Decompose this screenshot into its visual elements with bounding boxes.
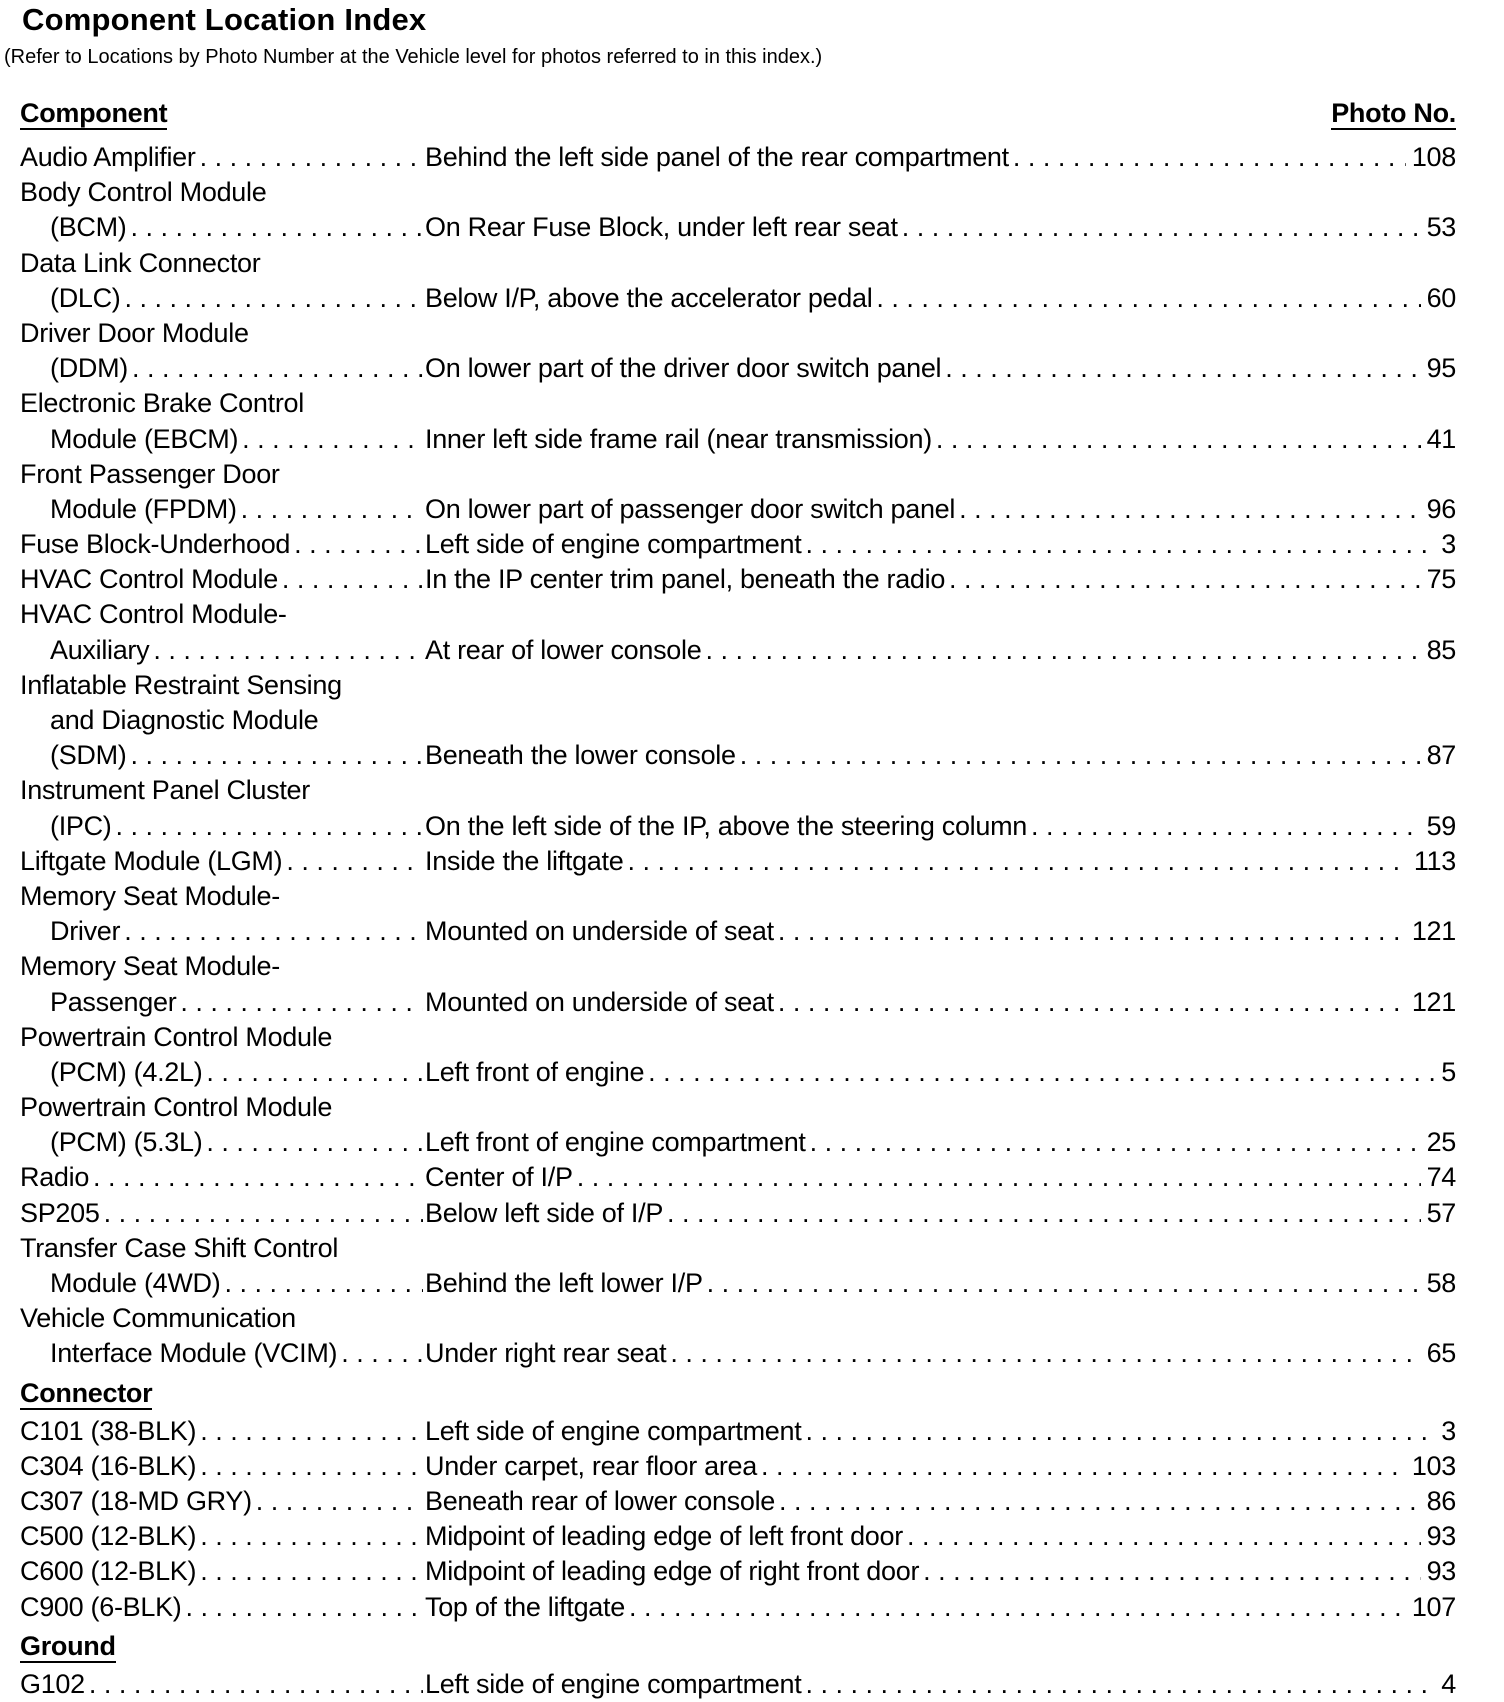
location-text: Under right rear seat bbox=[425, 1338, 667, 1369]
component-name: C900 (6-BLK) bbox=[20, 1591, 182, 1622]
location-cell bbox=[423, 1055, 1456, 1090]
dot-leader bbox=[89, 1160, 423, 1195]
component-cell bbox=[20, 1125, 423, 1160]
photo-number: 41 bbox=[1426, 423, 1456, 454]
location-text: Midpoint of leading edge of right front door bbox=[425, 1556, 920, 1587]
section-heading bbox=[20, 1631, 1456, 1667]
location-cell bbox=[423, 1414, 1456, 1449]
index-row bbox=[20, 562, 1456, 597]
location-text: Inside the liftgate bbox=[425, 845, 624, 876]
index-entry bbox=[20, 1667, 1456, 1702]
component-name-line: Memory Seat Module- bbox=[20, 951, 280, 982]
location-text: Left side of engine compartment bbox=[425, 1668, 802, 1699]
location-cell bbox=[423, 1336, 1456, 1371]
location-text: Beneath the lower console bbox=[425, 740, 736, 771]
dot-leader bbox=[703, 1266, 1421, 1301]
dot-leader bbox=[120, 914, 423, 949]
photo-number: 103 bbox=[1411, 1450, 1456, 1481]
component-cell bbox=[20, 562, 423, 597]
location-text: Center of I/P bbox=[425, 1162, 573, 1193]
component-name: Module (4WD) bbox=[50, 1268, 221, 1298]
photo-number: 65 bbox=[1426, 1338, 1456, 1369]
photo-number: 4 bbox=[1441, 1668, 1456, 1699]
index-entry bbox=[20, 844, 1456, 879]
index-row bbox=[20, 633, 1456, 668]
photo-number: 121 bbox=[1411, 986, 1456, 1017]
dot-leader bbox=[100, 1196, 423, 1231]
component-name: (DDM) bbox=[50, 353, 128, 384]
index-entry bbox=[20, 1231, 1456, 1301]
photo-number: 107 bbox=[1411, 1591, 1456, 1622]
dot-leader bbox=[757, 1449, 1406, 1484]
location-cell bbox=[423, 1196, 1456, 1231]
index-entry bbox=[20, 773, 1456, 843]
component-name-line: Transfer Case Shift Control bbox=[20, 1232, 339, 1263]
index-entry bbox=[20, 597, 1456, 667]
photo-number: 5 bbox=[1441, 1056, 1456, 1087]
dot-leader bbox=[1009, 140, 1406, 175]
dot-leader bbox=[801, 1667, 1435, 1702]
dot-leader bbox=[121, 281, 424, 316]
location-cell bbox=[423, 527, 1456, 562]
dot-leader bbox=[149, 633, 423, 668]
index-entry bbox=[20, 386, 1456, 456]
location-text: Beneath rear of lower console bbox=[425, 1485, 776, 1516]
dot-leader bbox=[945, 562, 1421, 597]
dot-leader bbox=[806, 1125, 1421, 1160]
location-cell bbox=[423, 809, 1456, 844]
component-cell bbox=[20, 140, 423, 175]
location-cell bbox=[423, 281, 1456, 316]
photo-number: 95 bbox=[1426, 353, 1456, 384]
dot-leader bbox=[932, 422, 1421, 457]
component-name: Interface Module (VCIM) bbox=[50, 1338, 338, 1369]
dot-leader bbox=[644, 1055, 1435, 1090]
dot-leader bbox=[126, 210, 423, 245]
dot-leader bbox=[774, 914, 1406, 949]
component-cell bbox=[20, 985, 423, 1020]
index-row bbox=[20, 1667, 1456, 1702]
component-cell bbox=[20, 1160, 423, 1195]
location-cell bbox=[423, 1590, 1456, 1625]
photo-number: 87 bbox=[1426, 740, 1456, 771]
photo-number: 93 bbox=[1426, 1521, 1456, 1552]
location-cell bbox=[423, 1125, 1456, 1160]
photo-number: 93 bbox=[1426, 1556, 1456, 1587]
photo-number: 108 bbox=[1411, 142, 1456, 172]
component-name: Module (EBCM) bbox=[50, 423, 239, 454]
component-name-line: Powertrain Control Module bbox=[20, 1092, 333, 1123]
component-name: C101 (38-BLK) bbox=[20, 1415, 197, 1446]
location-cell bbox=[423, 1484, 1456, 1519]
section-heading bbox=[20, 1378, 1456, 1414]
dot-leader bbox=[196, 140, 423, 175]
component-location-index bbox=[20, 94, 1456, 1702]
dot-leader bbox=[290, 527, 423, 562]
dot-leader bbox=[898, 210, 1421, 245]
index-row bbox=[20, 1336, 1456, 1371]
component-name: (SDM) bbox=[50, 740, 127, 771]
location-cell bbox=[423, 1519, 1456, 1554]
component-cell bbox=[20, 1667, 423, 1702]
component-cell bbox=[20, 1196, 423, 1231]
photo-number: 121 bbox=[1411, 916, 1456, 947]
photo-number: 58 bbox=[1426, 1268, 1456, 1298]
dot-leader bbox=[774, 985, 1406, 1020]
component-name: (DLC) bbox=[50, 282, 121, 313]
photo-number: 74 bbox=[1426, 1162, 1456, 1193]
dot-leader bbox=[237, 492, 423, 527]
component-name: Radio bbox=[20, 1162, 90, 1193]
index-entry bbox=[20, 1590, 1456, 1625]
photo-number: 85 bbox=[1426, 634, 1456, 665]
index-row bbox=[20, 1519, 1456, 1554]
component-name-line: and Diagnostic Module bbox=[50, 705, 319, 735]
component-cell bbox=[20, 633, 423, 668]
location-cell bbox=[423, 1160, 1456, 1195]
section-heading-label: Connector bbox=[20, 1377, 153, 1408]
component-cell bbox=[20, 422, 423, 457]
component-cell bbox=[20, 844, 423, 879]
index-row bbox=[20, 1160, 1456, 1195]
location-cell bbox=[423, 985, 1456, 1020]
photo-number: 113 bbox=[1413, 845, 1456, 876]
component-name: Driver bbox=[50, 916, 121, 947]
dot-leader bbox=[903, 1519, 1421, 1554]
dot-leader bbox=[573, 1160, 1421, 1195]
component-name: (PCM) (4.2L) bbox=[50, 1056, 203, 1087]
component-name-line: Electronic Brake Control bbox=[20, 388, 304, 419]
dot-leader bbox=[623, 844, 1407, 879]
photo-number: 86 bbox=[1426, 1485, 1456, 1516]
component-name: (PCM) (5.3L) bbox=[50, 1127, 203, 1158]
component-name: C500 (12-BLK) bbox=[20, 1521, 197, 1552]
location-text: Left front of engine compartment bbox=[425, 1127, 806, 1158]
component-cell bbox=[20, 210, 423, 245]
photo-number: 57 bbox=[1426, 1197, 1456, 1228]
location-cell bbox=[423, 562, 1456, 597]
photo-number: 3 bbox=[1441, 529, 1456, 560]
component-name: Module (FPDM) bbox=[50, 493, 237, 524]
index-row bbox=[20, 351, 1456, 386]
dot-leader bbox=[202, 1125, 423, 1160]
component-cell bbox=[20, 351, 423, 386]
location-text: On lower part of the driver door switch panel bbox=[425, 353, 942, 384]
location-text: On lower part of passenger door switch panel bbox=[425, 493, 956, 524]
dot-leader bbox=[955, 492, 1420, 527]
location-cell bbox=[423, 914, 1456, 949]
dot-leader bbox=[196, 1554, 423, 1589]
component-name-line: Memory Seat Module- bbox=[20, 880, 280, 911]
location-text: Behind the left side panel of the rear compartment bbox=[425, 142, 1009, 172]
location-cell bbox=[423, 351, 1456, 386]
location-text: On Rear Fuse Block, under left rear seat bbox=[425, 212, 898, 243]
location-cell bbox=[423, 422, 1456, 457]
dot-leader bbox=[238, 422, 423, 457]
dot-leader bbox=[196, 1519, 423, 1554]
component-name: C304 (16-BLK) bbox=[20, 1450, 197, 1481]
index-row bbox=[20, 914, 1456, 949]
dot-leader bbox=[1027, 809, 1421, 844]
component-cell bbox=[20, 1055, 423, 1090]
component-name-line: Powertrain Control Module bbox=[20, 1021, 333, 1052]
index-row bbox=[20, 492, 1456, 527]
component-name: C307 (18-MD GRY) bbox=[20, 1485, 252, 1516]
component-name: (BCM) bbox=[50, 212, 127, 243]
component-name-line: Data Link Connector bbox=[20, 247, 261, 278]
dot-leader bbox=[181, 1590, 423, 1625]
location-text: Top of the liftgate bbox=[425, 1591, 625, 1622]
component-cell bbox=[20, 1266, 423, 1301]
location-cell bbox=[423, 210, 1456, 245]
component-cell bbox=[20, 1449, 423, 1484]
location-text: At rear of lower console bbox=[425, 634, 702, 665]
dot-leader bbox=[919, 1554, 1420, 1589]
index-entry bbox=[20, 1090, 1456, 1160]
location-cell bbox=[423, 633, 1456, 668]
photo-number: 25 bbox=[1426, 1127, 1456, 1158]
photo-number: 75 bbox=[1426, 564, 1456, 595]
index-row bbox=[20, 422, 1456, 457]
index-entry bbox=[20, 1301, 1456, 1371]
location-text: Below left side of I/P bbox=[425, 1197, 664, 1228]
component-name: Fuse Block-Underhood bbox=[20, 529, 291, 560]
dot-leader bbox=[112, 809, 424, 844]
index-row bbox=[20, 527, 1456, 562]
index-entry bbox=[20, 1020, 1456, 1090]
photo-number: 53 bbox=[1426, 212, 1456, 243]
component-name-line: Instrument Panel Cluster bbox=[20, 775, 310, 806]
dot-leader bbox=[196, 1449, 423, 1484]
index-row bbox=[20, 210, 1456, 245]
component-name: Audio Amplifier bbox=[20, 142, 196, 172]
index-entry bbox=[20, 1449, 1456, 1484]
location-text: Midpoint of leading edge of left front door bbox=[425, 1521, 903, 1552]
index-entry bbox=[20, 316, 1456, 386]
index-row bbox=[20, 844, 1456, 879]
index-entry bbox=[20, 949, 1456, 1019]
component-cell bbox=[20, 1336, 423, 1371]
dot-leader bbox=[202, 1055, 423, 1090]
component-cell bbox=[20, 809, 423, 844]
component-name-line: Driver Door Module bbox=[20, 317, 249, 348]
index-row bbox=[20, 140, 1456, 175]
location-text: Left front of engine bbox=[425, 1056, 645, 1087]
component-name: C600 (12-BLK) bbox=[20, 1556, 197, 1587]
component-name-line: Front Passenger Door bbox=[20, 458, 280, 489]
index-row bbox=[20, 985, 1456, 1020]
index-entry bbox=[20, 140, 1456, 175]
location-cell bbox=[423, 1449, 1456, 1484]
index-row bbox=[20, 1484, 1456, 1519]
location-cell bbox=[423, 1667, 1456, 1702]
location-cell bbox=[423, 1554, 1456, 1589]
dot-leader bbox=[85, 1667, 423, 1702]
component-cell bbox=[20, 738, 423, 773]
index-sections bbox=[20, 140, 1456, 1702]
photo-no-column-header: Photo No. bbox=[1331, 98, 1456, 128]
index-entry bbox=[20, 175, 1456, 245]
component-name-line: Inflatable Restraint Sensing bbox=[20, 669, 342, 700]
index-row bbox=[20, 281, 1456, 316]
component-cell bbox=[20, 1484, 423, 1519]
dot-leader bbox=[126, 738, 423, 773]
section-heading-label: Ground bbox=[20, 1630, 116, 1661]
component-cell bbox=[20, 1519, 423, 1554]
dot-leader bbox=[337, 1336, 423, 1371]
index-row bbox=[20, 738, 1456, 773]
index-row bbox=[20, 1266, 1456, 1301]
location-text: On the left side of the IP, above the steering column bbox=[425, 810, 1027, 841]
location-cell bbox=[423, 844, 1456, 879]
location-text: Left side of engine compartment bbox=[425, 1415, 802, 1446]
location-text: Mounted on underside of seat bbox=[425, 916, 774, 947]
location-cell bbox=[423, 492, 1456, 527]
location-text: Left side of engine compartment bbox=[425, 529, 802, 560]
component-name-line: Vehicle Communication bbox=[20, 1303, 296, 1334]
dot-leader bbox=[666, 1336, 1420, 1371]
dot-leader bbox=[196, 1414, 423, 1449]
dot-leader bbox=[663, 1196, 1421, 1231]
dot-leader bbox=[801, 527, 1435, 562]
location-text: Mounted on underside of seat bbox=[425, 986, 774, 1017]
component-name-line: Body Control Module bbox=[20, 177, 267, 208]
index-entry bbox=[20, 668, 1456, 774]
dot-leader bbox=[252, 1484, 423, 1519]
component-name: HVAC Control Module bbox=[20, 564, 278, 595]
index-entry bbox=[20, 1160, 1456, 1195]
index-entry bbox=[20, 879, 1456, 949]
component-cell bbox=[20, 492, 423, 527]
dot-leader bbox=[220, 1266, 423, 1301]
dot-leader bbox=[736, 738, 1421, 773]
location-text: Inner left side frame rail (near transmission) bbox=[425, 423, 932, 454]
component-name: Auxiliary bbox=[50, 634, 150, 665]
column-headers bbox=[20, 94, 1456, 140]
dot-leader bbox=[801, 1414, 1435, 1449]
dot-leader bbox=[625, 1590, 1406, 1625]
dot-leader bbox=[128, 351, 423, 386]
index-entry bbox=[20, 246, 1456, 316]
dot-leader bbox=[282, 844, 423, 879]
dot-leader bbox=[176, 985, 423, 1020]
index-row bbox=[20, 809, 1456, 844]
component-name: Liftgate Module (LGM) bbox=[20, 845, 283, 876]
index-entry bbox=[20, 1554, 1456, 1589]
component-cell bbox=[20, 281, 423, 316]
index-entry bbox=[20, 1519, 1456, 1554]
index-entry bbox=[20, 457, 1456, 527]
component-cell bbox=[20, 914, 423, 949]
location-cell bbox=[423, 140, 1456, 175]
index-row bbox=[20, 1055, 1456, 1090]
dot-leader bbox=[701, 633, 1420, 668]
component-cell bbox=[20, 527, 423, 562]
dot-leader bbox=[278, 562, 423, 597]
dot-leader bbox=[775, 1484, 1421, 1519]
component-name: G102 bbox=[20, 1668, 85, 1699]
index-entry bbox=[20, 1484, 1456, 1519]
index-entry bbox=[20, 527, 1456, 562]
component-name-line: HVAC Control Module- bbox=[20, 599, 287, 630]
component-name: SP205 bbox=[20, 1197, 100, 1228]
dot-leader bbox=[941, 351, 1420, 386]
component-column-header: Component bbox=[20, 98, 168, 128]
location-cell bbox=[423, 738, 1456, 773]
location-text: Below I/P, above the accelerator pedal bbox=[425, 282, 873, 313]
index-entry bbox=[20, 562, 1456, 597]
location-text: In the IP center trim panel, beneath the radio bbox=[425, 564, 946, 595]
photo-number: 96 bbox=[1426, 493, 1456, 524]
photo-number: 60 bbox=[1426, 282, 1456, 313]
index-row bbox=[20, 1449, 1456, 1484]
component-cell bbox=[20, 1590, 423, 1625]
photo-number: 59 bbox=[1426, 810, 1456, 841]
page-title: Component Location Index bbox=[22, 2, 427, 37]
index-row bbox=[20, 1590, 1456, 1625]
index-row bbox=[20, 1414, 1456, 1449]
component-cell bbox=[20, 1554, 423, 1589]
index-entry bbox=[20, 1414, 1456, 1449]
location-cell bbox=[423, 1266, 1456, 1301]
index-row bbox=[20, 1196, 1456, 1231]
component-cell bbox=[20, 1414, 423, 1449]
component-name: (IPC) bbox=[50, 810, 112, 841]
dot-leader bbox=[872, 281, 1420, 316]
location-text: Under carpet, rear floor area bbox=[425, 1450, 757, 1481]
location-text: Behind the left lower I/P bbox=[425, 1268, 703, 1298]
page-subtitle: (Refer to Locations by Photo Number at the Vehicle level for photos referred to in this index.) bbox=[4, 46, 823, 68]
index-entry bbox=[20, 1196, 1456, 1231]
component-name: Passenger bbox=[50, 986, 177, 1017]
index-row bbox=[20, 1554, 1456, 1589]
photo-number: 3 bbox=[1441, 1415, 1456, 1446]
index-row bbox=[20, 1125, 1456, 1160]
